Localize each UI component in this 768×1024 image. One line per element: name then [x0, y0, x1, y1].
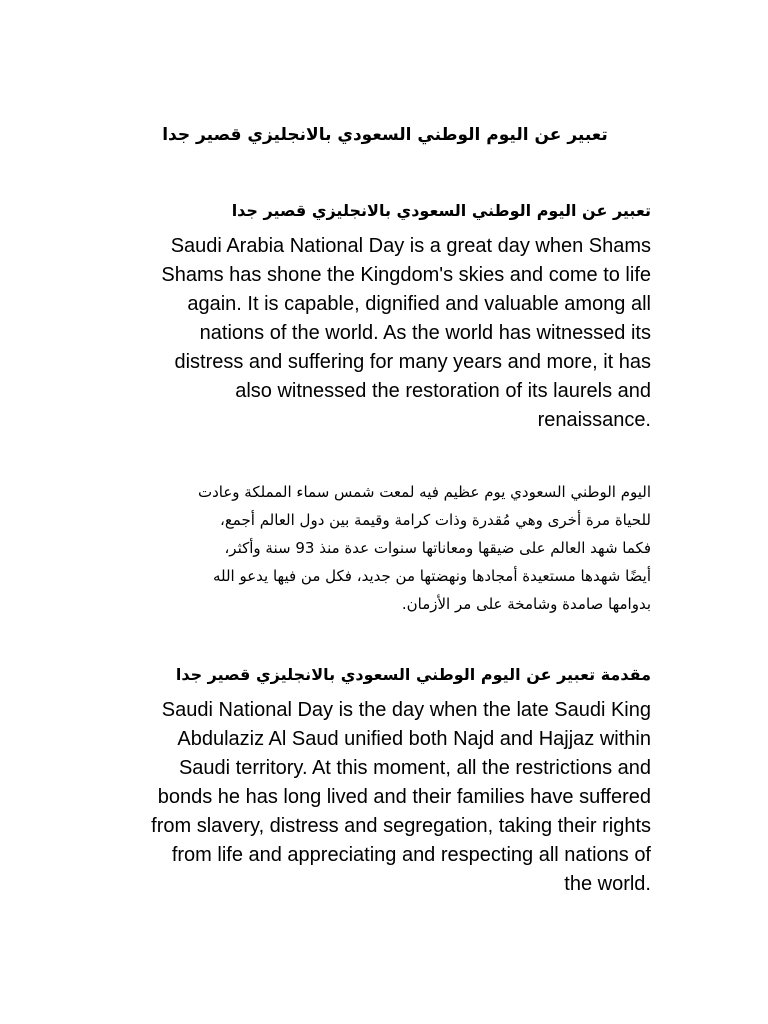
section2-english-paragraph — [91, 696, 651, 899]
paragraph-line: أيضًا شهدها مستعيدة أمجادها ونهضتها من جديد، فكل من فيها يدعو الله — [212, 567, 651, 585]
paragraph-line: Shams has shone the Kingdom's skies and come to life — [161, 264, 651, 286]
paragraph-line: bonds he has long lived and their families have suffered — [157, 786, 651, 808]
paragraph-line: Saudi territory. At this moment, all the restrictions and — [178, 757, 651, 779]
paragraph-line: بدوامها صامدة وشامخة على مر الأزمان. — [401, 595, 651, 613]
paragraph-line: للحياة مرة أخرى وهي مُقدرة وذات كرامة وقيمة بين دول العالم أجمع، — [219, 511, 651, 529]
paragraph-line: nations of the world. As the world has witnessed its — [199, 322, 651, 344]
paragraph-line: distress and suffering for many years and more, it has — [174, 351, 651, 373]
paragraph-line: from slavery, distress and segregation, taking their rights — [151, 815, 651, 837]
paragraph-line: Abdulaziz Al Saud unified both Najd and Hajjaz within — [177, 728, 651, 750]
section1-arabic-paragraph — [91, 478, 651, 618]
paragraph-line: Saudi National Day is the day when the late Saudi King — [161, 699, 651, 721]
paragraph-line: renaissance. — [537, 409, 651, 431]
paragraph-line: Saudi Arabia National Day is a great day when Shams — [170, 235, 651, 257]
paragraph-line: from life and appreciating and respecting all nations of — [171, 844, 651, 866]
section1-heading: تعبير عن اليوم الوطني السعودي بالانجليزي قصير جدا — [231, 201, 651, 220]
paragraph-line: also witnessed the restoration of its laurels and — [235, 380, 651, 402]
paragraph-line: فكما شهد العالم على ضيقها ومعاناتها سنوات عدة منذ 93 سنة وأكثر، — [224, 539, 651, 557]
paragraph-line: the world. — [564, 873, 651, 895]
section1-english-paragraph — [91, 232, 651, 435]
paragraph-line: اليوم الوطني السعودي يوم عظيم فيه لمعت شمس سماء المملكة وعادت — [197, 483, 651, 501]
section2-heading: مقدمة تعبير عن اليوم الوطني السعودي بالانجليزي قصير جدا — [175, 665, 651, 684]
document-title: تعبير عن اليوم الوطني السعودي بالانجليزي قصير جدا — [162, 125, 608, 145]
paragraph-line: again. It is capable, dignified and valuable among all — [187, 293, 651, 315]
